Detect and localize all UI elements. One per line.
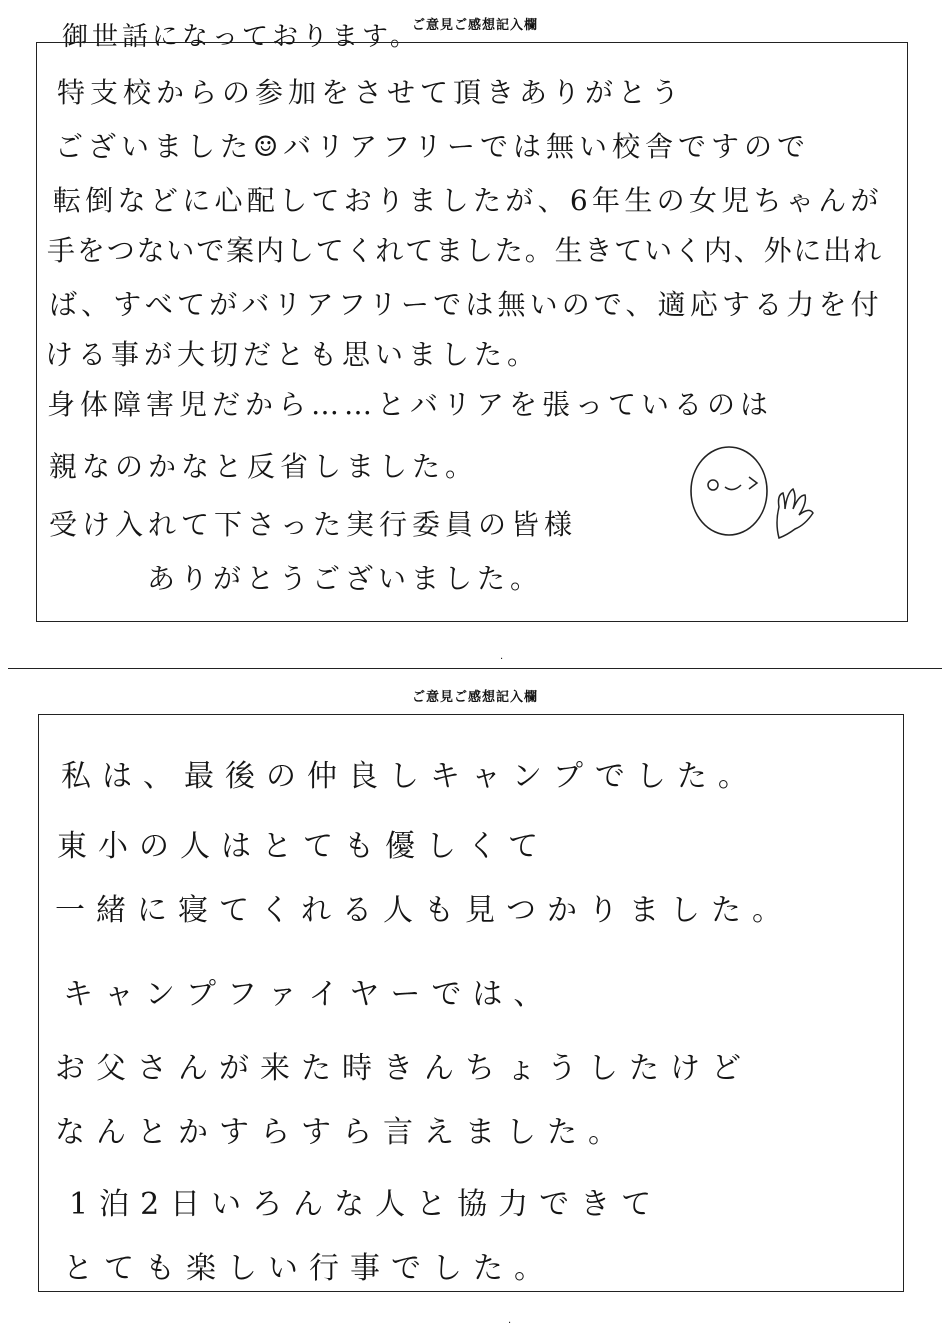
comment-box-2 (38, 714, 904, 1292)
handwritten-line: 特支校からの参加をさせて頂きありがとう (57, 76, 685, 109)
greeting-text: 御世話になっております。 (62, 22, 420, 52)
handwritten-line: 私は、最後の仲良しキャンプでした。 (61, 759, 759, 794)
form1-header: ご意見ご感想記入欄 (411, 18, 538, 33)
form2-header: ご意見ご感想記入欄 (411, 690, 538, 705)
handwritten-line: とても楽しい行事でした。 (63, 1251, 555, 1286)
handwritten-line: なんとかすらすら言えました。 (55, 1115, 629, 1150)
handwritten-line: 一緒に寝てくれる人も見つかりました。 (55, 893, 793, 928)
page-divider (8, 668, 942, 669)
scan-speck: · (500, 654, 504, 665)
handwritten-line: キャンプファイヤーでは、 (63, 977, 555, 1012)
handwritten-line: 1泊2日いろんな人と協力できて (69, 1187, 663, 1222)
handwritten-line: ける事が大切だとも思いました。 (45, 338, 541, 371)
comment-box-1 (36, 42, 908, 622)
handwritten-line: 受け入れて下さった実行委員の皆様 (49, 508, 578, 541)
handwritten-line: 身体障害児だから……とバリアを張っているのは (47, 388, 774, 421)
handwritten-line: 転倒などに心配しておりましたが、6年生の女児ちゃんが (53, 184, 883, 217)
smiley-face-icon (687, 443, 827, 553)
handwritten-line: 親なのかなと反省しました。 (49, 450, 479, 483)
handwritten-line: ございました☺バリアフリーでは無い校舎ですので (55, 130, 810, 163)
scan-speck: · (508, 1318, 512, 1329)
handwritten-line: 手をつないで案内してくれてました。生きていく内、外に出れ (47, 234, 884, 267)
handwritten-line: ありがとうございました。 (147, 562, 544, 595)
handwritten-line: 東小の人はとても優しくて (57, 829, 549, 864)
handwritten-line: ば、すべてがバリアフリーでは無いので、適応する力を付 (49, 288, 883, 321)
handwritten-line: お父さんが来た時きんちょうしたけど (55, 1051, 752, 1086)
